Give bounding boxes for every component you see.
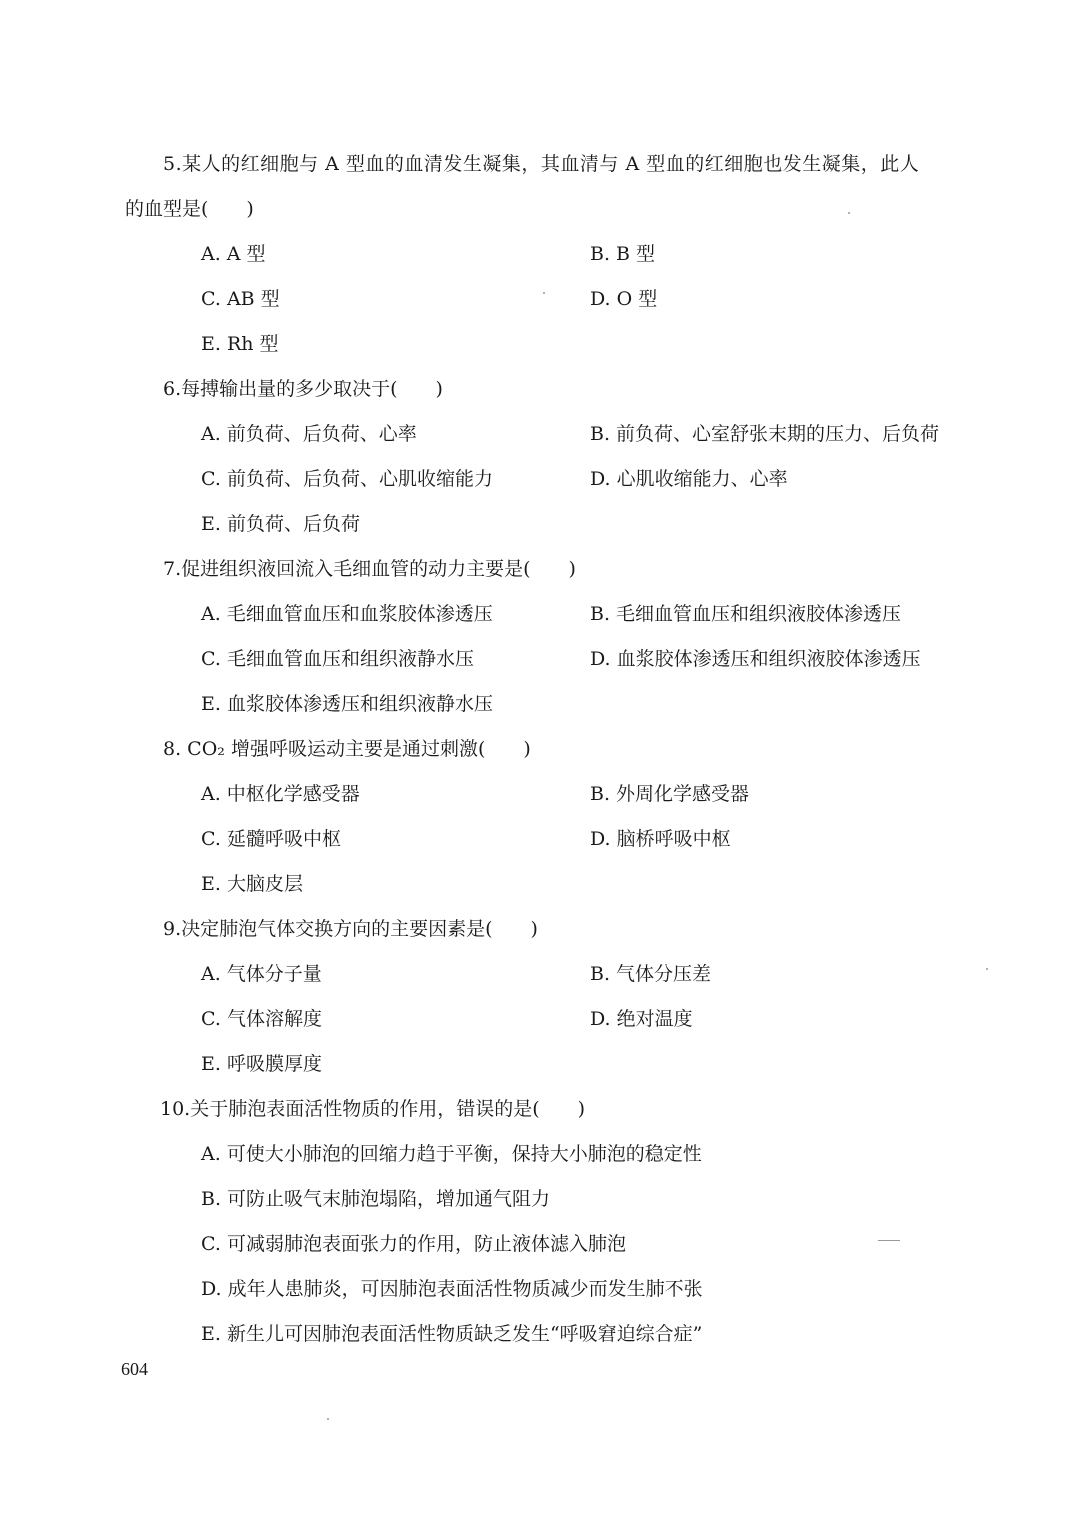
question-6-option-d: D. 心肌收缩能力、心率: [590, 468, 788, 490]
scan-speck: [986, 968, 988, 970]
scan-speck: [848, 212, 850, 214]
question-5-option-a: A. A 型: [201, 243, 266, 265]
question-5-stem-cont: 的血型是( ): [125, 198, 254, 220]
question-10-option-c: C. 可减弱肺泡表面张力的作用，防止液体滤入肺泡: [201, 1233, 626, 1255]
scan-speck: [327, 1418, 329, 1420]
question-8-option-e: E. 大脑皮层: [201, 873, 303, 895]
question-10-option-a: A. 可使大小肺泡的回缩力趋于平衡，保持大小肺泡的稳定性: [201, 1143, 702, 1165]
question-10-option-b: B. 可防止吸气末肺泡塌陷，增加通气阻力: [201, 1188, 551, 1210]
question-5-option-d: D. O 型: [590, 288, 658, 310]
question-5-stem: 5.某人的红细胞与 A 型血的血清发生凝集，其血清与 A 型血的红细胞也发生凝集，此人: [163, 153, 920, 175]
question-6-option-b: B. 前负荷、心室舒张末期的压力、后负荷: [590, 423, 940, 445]
page-number: 604: [121, 1359, 148, 1379]
question-9-option-e: E. 呼吸膜厚度: [201, 1053, 322, 1075]
question-9-option-a: A. 气体分子量: [201, 963, 322, 985]
question-9-option-b: B. 气体分压差: [590, 963, 712, 985]
question-6-option-c: C. 前负荷、后负荷、心肌收缩能力: [201, 468, 493, 490]
question-8-option-c: C. 延髓呼吸中枢: [201, 828, 341, 850]
question-8-option-d: D. 脑桥呼吸中枢: [590, 828, 731, 850]
question-7-option-b: B. 毛细血管血压和组织液胶体渗透压: [590, 603, 902, 625]
question-8-stem: 8. CO₂ 增强呼吸运动主要是通过刺激( ): [163, 738, 531, 760]
scan-speck: [878, 1240, 900, 1241]
question-7-option-a: A. 毛细血管血压和血浆胶体渗透压: [201, 603, 493, 625]
question-7-option-d: D. 血浆胶体渗透压和组织液胶体渗透压: [590, 648, 921, 670]
question-9-option-d: D. 绝对温度: [590, 1008, 693, 1030]
question-7-option-c: C. 毛细血管血压和组织液静水压: [201, 648, 474, 670]
question-8-option-a: A. 中枢化学感受器: [201, 783, 360, 805]
question-10-stem: 10.关于肺泡表面活性物质的作用，错误的是( ): [160, 1098, 586, 1120]
question-6-stem: 6.每搏输出量的多少取决于( ): [163, 378, 443, 400]
question-5-option-e: E. Rh 型: [201, 333, 279, 355]
question-6-option-e: E. 前负荷、后负荷: [201, 513, 360, 535]
question-5-option-c: C. AB 型: [201, 288, 280, 310]
question-8-option-b: B. 外周化学感受器: [590, 783, 750, 805]
question-7-stem: 7.促进组织液回流入毛细血管的动力主要是( ): [163, 558, 576, 580]
scan-speck: [543, 292, 545, 294]
question-10-option-e: E. 新生儿可因肺泡表面活性物质缺乏发生“呼吸窘迫综合症”: [201, 1323, 703, 1345]
question-10-option-d: D. 成年人患肺炎，可因肺泡表面活性物质减少而发生肺不张: [201, 1278, 703, 1300]
question-7-option-e: E. 血浆胶体渗透压和组织液静水压: [201, 693, 493, 715]
question-9-stem: 9.决定肺泡气体交换方向的主要因素是( ): [163, 918, 538, 940]
question-6-option-a: A. 前负荷、后负荷、心率: [201, 423, 417, 445]
question-9-option-c: C. 气体溶解度: [201, 1008, 322, 1030]
question-5-option-b: B. B 型: [590, 243, 656, 265]
